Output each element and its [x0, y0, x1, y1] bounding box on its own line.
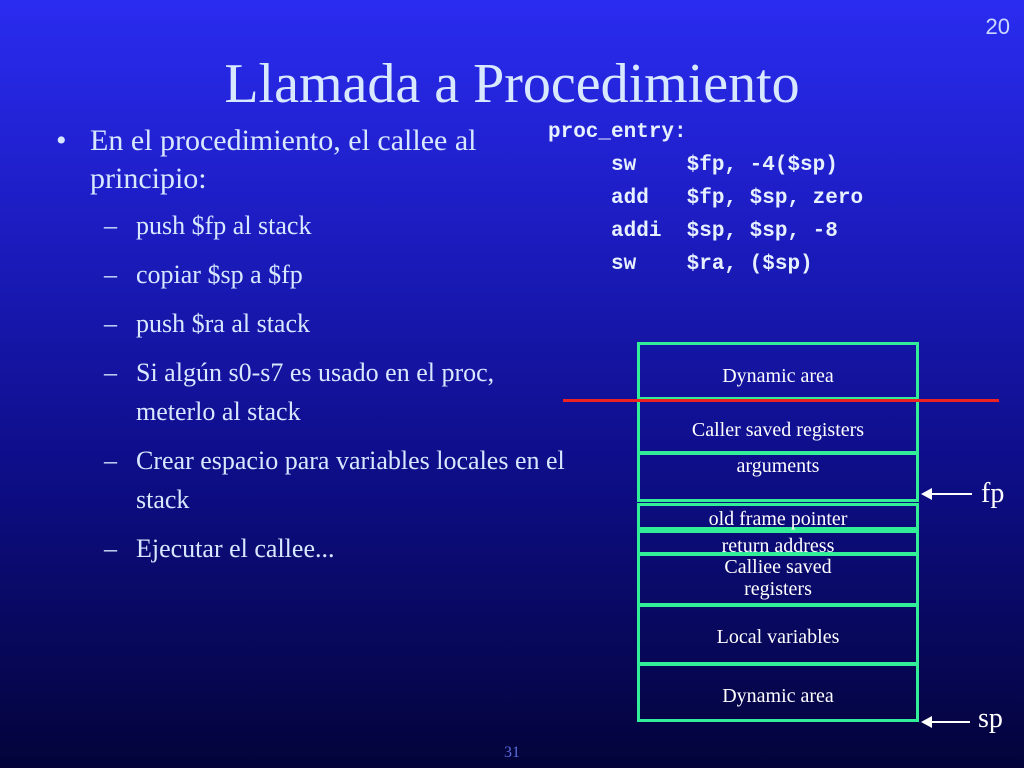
stack-box-old-frame-pointer: old frame pointer	[637, 503, 919, 530]
code-line: addi $sp, $sp, -8	[548, 220, 838, 243]
sub-bullet	[56, 353, 576, 431]
sub-bullet-text: push $ra al stack	[136, 309, 311, 338]
sub-bullet	[56, 255, 576, 294]
sub-bullet	[56, 206, 576, 245]
divider-line	[563, 399, 999, 402]
code-line: add $fp, $sp, zero	[548, 187, 864, 210]
sub-bullet-text: Ejecutar el callee...	[136, 534, 335, 563]
slide-number: 20	[985, 14, 1010, 39]
sp-label: sp	[978, 703, 1003, 734]
footer-page-number: 31	[504, 744, 520, 761]
fp-label: fp	[981, 478, 1005, 509]
code-line: sw $fp, -4($sp)	[548, 154, 838, 177]
dash-marker: –	[104, 358, 117, 387]
sub-bullet-list	[56, 206, 576, 568]
stack-box-arguments: arguments	[637, 452, 919, 502]
sub-bullet-text: Si algún s0-s7 es usado en el proc, meterlo al stack	[136, 358, 495, 426]
bullet-dot: •	[56, 124, 67, 157]
slide-title: Llamada a Procedimiento	[224, 53, 800, 115]
dash-marker: –	[104, 211, 117, 240]
sub-bullet	[56, 441, 576, 519]
stack-box-callee-saved: Calliee saved registers	[637, 553, 919, 606]
sub-bullet-text: copiar $sp a $fp	[136, 260, 303, 289]
stack-box-return-address: return address	[637, 530, 919, 555]
code-block	[548, 116, 863, 281]
sub-bullet	[56, 304, 576, 343]
stack-box-dynamic-area-top: Dynamic area	[637, 342, 919, 400]
fp-arrow-line	[930, 493, 972, 495]
dash-marker: –	[104, 446, 117, 475]
dash-marker: –	[104, 309, 117, 338]
stack-box-caller-saved: Caller saved registers	[637, 398, 919, 454]
dash-marker: –	[104, 534, 117, 563]
sub-bullet-text: push $fp al stack	[136, 211, 312, 240]
code-label: proc_entry:	[548, 121, 687, 144]
main-bullet-text: En el procedimiento, el callee al principio:	[90, 124, 477, 195]
stack-box-local-variables: Local variables	[637, 604, 919, 665]
code-line: sw $ra, ($sp)	[548, 253, 813, 276]
bullet-list	[56, 122, 576, 578]
main-bullet	[56, 122, 576, 198]
sub-bullet-text: Crear espacio para variables locales en el stack	[136, 446, 565, 514]
dash-marker: –	[104, 260, 117, 289]
sp-arrow-line	[930, 721, 970, 723]
stack-box-dynamic-area-bottom: Dynamic area	[637, 663, 919, 722]
sub-bullet	[56, 529, 576, 568]
